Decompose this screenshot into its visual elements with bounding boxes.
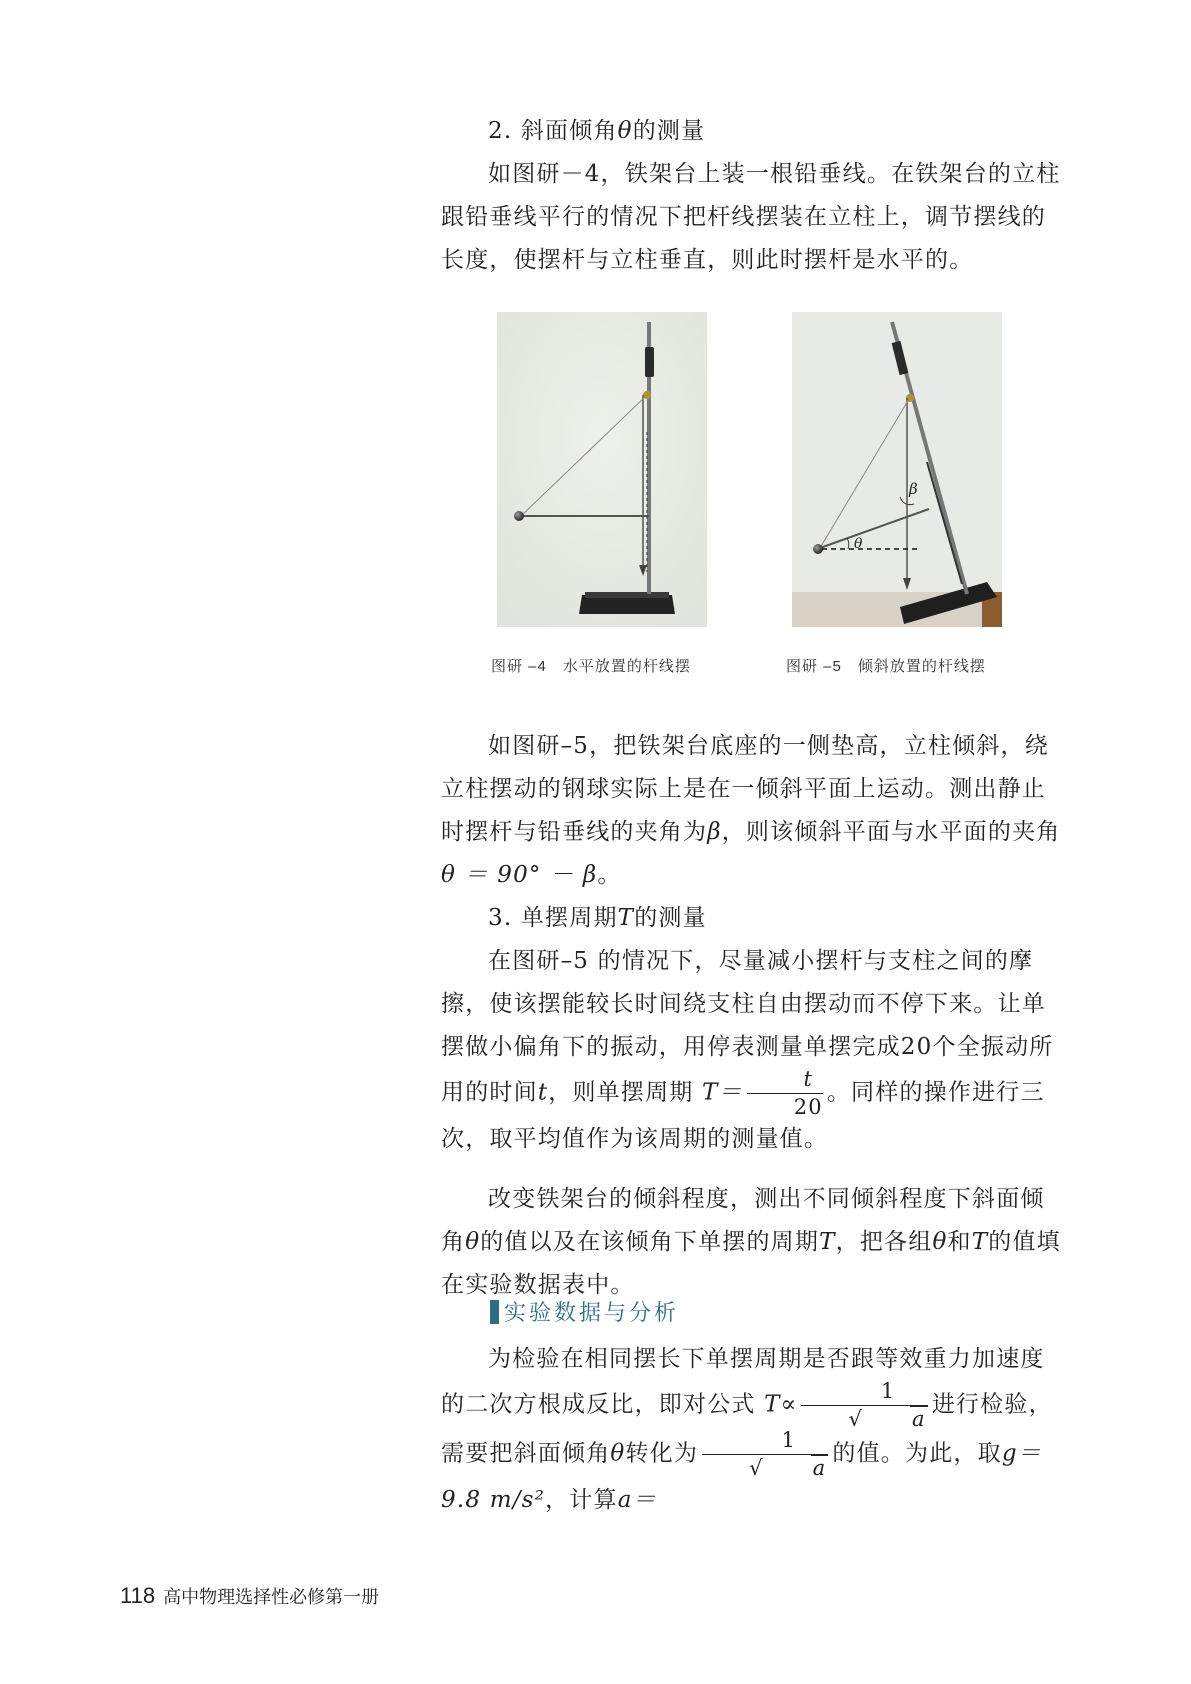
fraction-denominator: 20 [793,1095,823,1119]
fraction-numerator: 1 [702,1430,828,1455]
beta-symbol: β [707,819,722,845]
section-title-text: 实验数据与分析 [504,1301,680,1326]
beta-label: β [909,480,918,498]
theta-symbol: θ [617,118,633,144]
radicand: a [812,1456,827,1480]
period-equation: T＝ [701,1079,743,1106]
paragraph-change-incline [441,1178,1061,1307]
heading-text: 3. 单摆周期 [488,905,618,931]
book-title: 高中物理选择性必修第一册 [163,1587,380,1607]
photo-inclined-pendulum [792,312,1002,627]
text-span: 。 [597,862,622,888]
theta-formula: θ ＝ 90° － β [441,862,598,888]
fraction-numerator: t [747,1069,823,1094]
fraction-one-over-root-a: $\frac{1}{√ a}$ [801,1381,927,1430]
heading-text: 的测量 [632,118,706,144]
radicand: a [912,1407,926,1431]
paragraph-period-measurement [441,940,1061,1161]
text-span: 进行检验，需要把斜面倾角 [441,1391,1053,1467]
text-span: ，计算 [545,1487,618,1513]
section-heading-3 [441,897,1061,940]
photo-horizontal-pendulum [497,312,707,627]
text-span: 为检验在相同摆长下单摆周期是否跟等效重力加速度的二次方根成反比，即对公式 [441,1346,1045,1418]
page-number: 118 [120,1583,156,1608]
theta-symbol: θ [465,1229,481,1255]
heading-text: 的测量 [634,905,707,931]
acceleration-equation: a＝ [617,1487,657,1513]
theta-label: θ [854,536,863,552]
text-span: 和 [947,1229,972,1255]
section-heading-2 [441,110,1061,153]
text-span: ，把各组 [835,1229,933,1255]
paragraph-figure-4: 如图研－4，铁架台上装一根铅垂线。在铁架台的立柱跟铅垂线平行的情况下把杆线摆装在立柱上，调节摆线的长度，使摆杆与立柱垂直，则此时摆杆是水平的。 [441,161,1061,273]
fraction-numerator: 1 [801,1381,927,1406]
fraction-one-over-root-a: $\frac{1}{√ a}$ [702,1430,828,1479]
text-span: 的值填在实验数据表中。 [441,1229,1061,1298]
period-symbol: T [819,1229,836,1255]
section-title-data-analysis [490,1300,679,1328]
time-symbol: t [537,1079,549,1106]
text-span: ，则该倾斜平面与水平面的夹角 [721,819,1061,845]
text-span: 改变铁架台的倾斜程度，测出不同倾斜程度下斜面倾角 [441,1186,1045,1255]
page-footer [120,1583,379,1609]
theta-symbol: θ [610,1440,626,1467]
period-symbol: T [617,905,635,931]
figure-inclined-pendulum [792,312,1002,627]
period-symbol: T [971,1229,989,1255]
proportional-formula: T∝ [764,1391,798,1418]
text-span: ，则单摆周期 [548,1079,694,1106]
text-span: 的值以及在该倾角下单摆的周期 [480,1229,820,1255]
gravity-value: g＝9.8 m/s² [441,1440,1042,1513]
text-span: 。同样的操作进行三次，取平均值作为该周期的测量值。 [441,1079,1045,1152]
heading-text: 2. 斜面倾角 [488,118,618,144]
paragraph-analysis [441,1338,1061,1522]
text-span: 转化为 [625,1440,699,1467]
figure-horizontal-pendulum [497,312,707,627]
figure-4-caption: 图研 –4 水平放置的杆线摆 [491,658,691,675]
text-span: 的值。为此，取 [832,1440,1002,1467]
text-span: 在图研–5 的情况下，尽量减小摆杆与支柱之间的摩擦，使该摆能较长时间绕支柱自由摆动而不停下来。让单摆做小偏角下的振动，用停表测量单摆完成20个全振动所用的时间 [441,948,1054,1106]
text-span: 如图研–5，把铁架台底座的一侧垫高，立柱倾斜，绕立柱摆动的钢球实际上是在一倾斜平面上运动。测出静止时摆杆与铅垂线的夹角为 [441,733,1049,845]
theta-symbol: θ [932,1229,948,1255]
figure-5-caption: 图研 –5 倾斜放置的杆线摆 [786,658,986,675]
section-marker-icon [490,1300,499,1324]
fraction-t-over-20 [747,1069,823,1118]
paragraph-figure-5 [441,725,1061,897]
